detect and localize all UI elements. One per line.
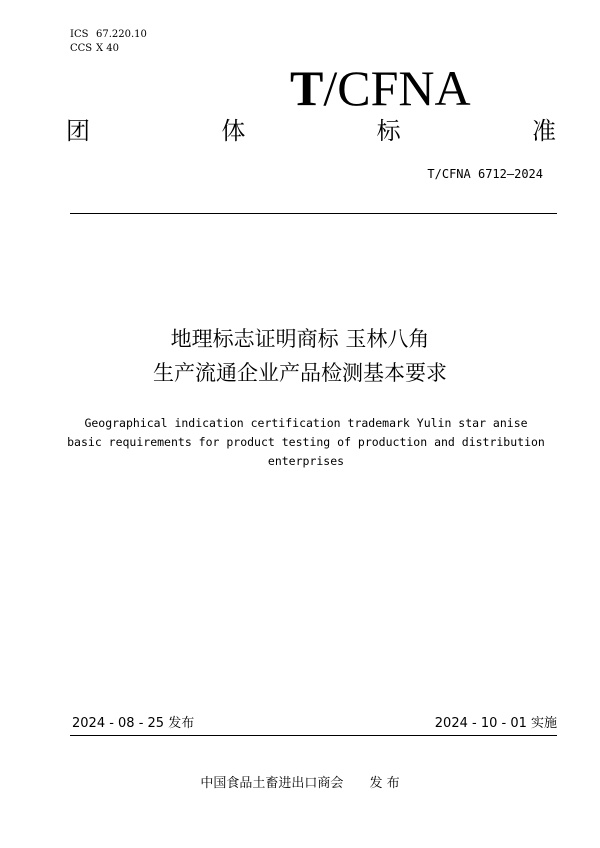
issuer-name: 中国食品土畜进出口商会	[200, 776, 344, 791]
chinese-title	[60, 322, 540, 390]
classification-codes	[70, 28, 147, 56]
implement-date: 2024 - 10 - 01 实施	[434, 716, 557, 731]
publish-date: 2024 - 08 - 25 发布	[72, 716, 195, 731]
english-title	[60, 414, 552, 471]
chinese-title-line: 生产流通企业产品检测基本要求	[153, 361, 447, 385]
ics-label: ICS	[70, 29, 89, 40]
chinese-title-line: 地理标志证明商标 玉林八角	[170, 327, 430, 351]
ccs-label: CCS	[70, 43, 93, 54]
standard-type-char: 准	[531, 117, 556, 145]
english-title-line: Geographical indication certification trademark Yulin star anise	[84, 416, 528, 430]
standard-number: T/CFNA 6712—2024	[427, 167, 543, 181]
ics-code	[70, 28, 147, 42]
footer-divider	[70, 735, 557, 736]
ics-value: 67.220.10	[96, 29, 147, 40]
organization-logo	[290, 60, 530, 116]
standard-type	[66, 116, 556, 146]
ccs-code	[70, 42, 147, 56]
ccs-value: X 40	[96, 43, 120, 54]
logo-prefix: T	[290, 60, 324, 116]
logo-suffix: /CFNA	[323, 60, 471, 116]
header-divider	[70, 213, 557, 214]
issuer-action: 发 布	[369, 776, 400, 791]
english-title-line: basic requirements for product testing of production and distribution	[67, 435, 545, 449]
standard-type-char: 团	[66, 117, 90, 145]
standard-type-char: 标	[376, 117, 401, 145]
issuer	[150, 776, 450, 792]
standard-type-char: 体	[221, 117, 246, 145]
english-title-line: enterprises	[267, 454, 345, 468]
